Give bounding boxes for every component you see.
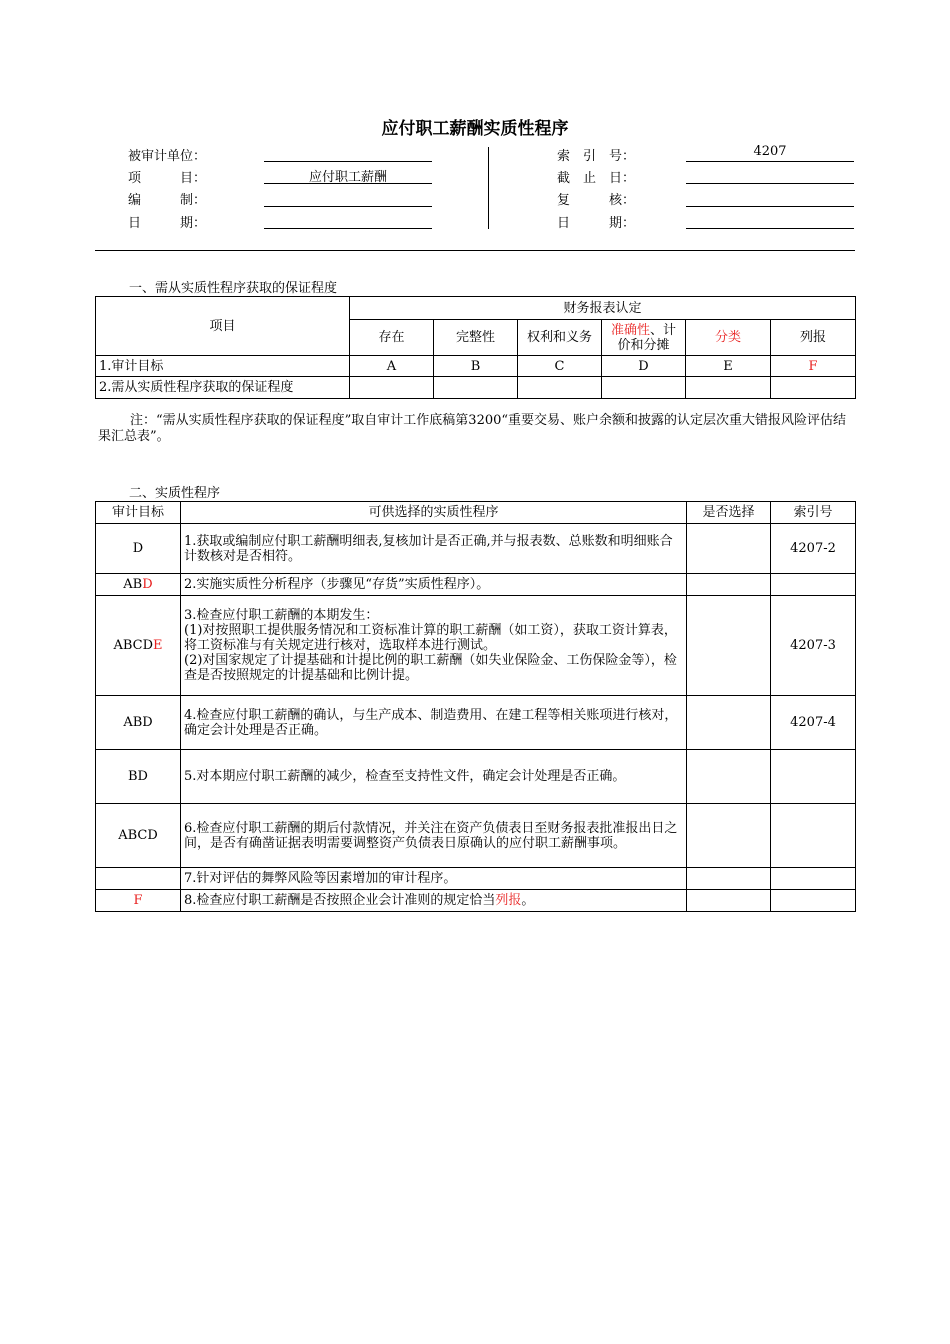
header-label-date: 日 期： — [128, 216, 207, 231]
procedure-text: 4.检查应付职工薪酬的确认，与生产成本、制造费用、在建工程等相关账项进行核对，确定会计处理是否正确。 — [181, 696, 687, 750]
select-cell[interactable] — [687, 596, 771, 696]
index-cell — [771, 890, 856, 912]
auditee-field[interactable] — [264, 144, 432, 162]
procedure-text: 2.实施实质性分析程序（步骤见“存货”实质性程序）。 — [181, 574, 687, 596]
col-presentation: 列报 — [771, 320, 856, 356]
row-objective — [96, 574, 181, 596]
table-row — [96, 750, 856, 804]
objective-text: D — [132, 541, 144, 556]
assurance-cell[interactable] — [434, 377, 518, 399]
procedure-text — [181, 890, 687, 912]
index-cell — [771, 750, 856, 804]
item-header: 项目 — [96, 297, 350, 356]
row-objective — [96, 596, 181, 696]
col-accuracy — [602, 320, 686, 356]
table-row — [96, 890, 856, 912]
table-row — [96, 596, 856, 696]
procedures-table — [95, 501, 856, 912]
table-row — [96, 574, 856, 596]
section1-title: 一、需从实质性程序获取的保证程度 — [129, 281, 338, 296]
header-label-cutoff: 截 止 日： — [557, 171, 636, 186]
objective-text: AB — [123, 577, 143, 592]
preparer-field[interactable] — [264, 189, 432, 207]
objective-text: ABCD — [118, 828, 158, 843]
row-audit-objective-label: 1.审计目标 — [96, 356, 350, 377]
accuracy-red-label: 准确性 — [610, 322, 650, 338]
index-cell — [771, 574, 856, 596]
header-label-item: 项 目： — [128, 171, 207, 186]
objective-cell: C — [518, 356, 602, 377]
assurance-cell[interactable] — [350, 377, 434, 399]
assurance-table — [95, 296, 856, 399]
header-rule — [95, 250, 855, 251]
assurance-cell[interactable] — [518, 377, 602, 399]
assurance-cell[interactable] — [602, 377, 686, 399]
header-objective: 审计目标 — [96, 502, 181, 524]
procedure-text: 7.针对评估的舞弊风险等因素增加的审计程序。 — [181, 868, 687, 890]
row-objective — [96, 750, 181, 804]
header-label-index: 索 引 号： — [557, 149, 636, 164]
page-title: 应付职工薪酬实质性程序 — [381, 119, 569, 139]
header-label-review-date: 日 期： — [557, 216, 636, 231]
item-field[interactable]: 应付职工薪酬 — [264, 166, 432, 184]
procedure-main-text: 8.检查应付职工薪酬是否按照企业会计准则的规定恰当 — [184, 893, 496, 908]
assertions-header: 财务报表认定 — [350, 297, 856, 320]
col-rights: 权利和义务 — [518, 320, 602, 356]
index-cell: 4207-3 — [771, 596, 856, 696]
prepare-date-field[interactable] — [264, 211, 432, 229]
cutoff-date-field[interactable] — [686, 166, 854, 184]
procedure-text: 6.检查应付职工薪酬的期后付款情况，并关注在资产负债表日至财务报表批准报出日之间，是否有确凿证据表明需要调整资产负债表日原确认的应付职工薪酬事项。 — [181, 804, 687, 868]
procedure-text: 1.获取或编制应付职工薪酬明细表,复核加计是否正确,并与报表数、总账数和明细账合计数核对是否相符。 — [181, 524, 687, 574]
review-date-field[interactable] — [686, 211, 854, 229]
select-cell[interactable] — [687, 524, 771, 574]
select-cell[interactable] — [687, 574, 771, 596]
index-cell: 4207-4 — [771, 696, 856, 750]
col-completeness: 完整性 — [434, 320, 518, 356]
select-cell[interactable] — [687, 890, 771, 912]
select-cell[interactable] — [687, 868, 771, 890]
header-selected: 是否选择 — [687, 502, 771, 524]
row-objective — [96, 524, 181, 574]
accuracy-label: 、计价和分摊 — [617, 322, 677, 353]
row-objective — [96, 868, 181, 890]
col-classification: 分类 — [686, 320, 771, 356]
procedure-text: 3.检查应付职工薪酬的本期发生： (1)对按照职工提供服务情况和工资标准计算的职工薪酬（如工资），获取工资计算表，将工资标准与有关规定进行核对，选取样本进行测试。 (2)对国家规定了计提基础和计提比例的职工薪酬（如失业保险金、工伤保险金等），检查是否按照规定的计提基础和比例计提。 — [181, 596, 687, 696]
procedure-tail-text: 。 — [521, 893, 535, 908]
assurance-cell[interactable] — [771, 377, 856, 399]
header-index: 索引号 — [771, 502, 856, 524]
col-existence: 存在 — [350, 320, 434, 356]
header-label-reviewer: 复 核： — [557, 193, 636, 208]
objective-cell: F — [771, 356, 856, 377]
index-cell: 4207-2 — [771, 524, 856, 574]
header-procedures: 可供选择的实质性程序 — [181, 502, 687, 524]
row-objective — [96, 696, 181, 750]
section1-note: 注：“需从实质性程序获取的保证程度”取自审计工作底稿第3200“重要交易、账户余额和披露的认定层次重大错报风险评估结果汇总表”。 — [98, 413, 847, 444]
objective-red-text: F — [133, 893, 143, 908]
select-cell[interactable] — [687, 750, 771, 804]
procedure-text: 5.对本期应付职工薪酬的减少，检查至支持性文件，确定会计处理是否正确。 — [181, 750, 687, 804]
header-label-auditee: 被审计单位： — [128, 149, 207, 164]
section2-title: 二、实质性程序 — [129, 486, 221, 501]
objective-cell: B — [434, 356, 518, 377]
procedure-red-text: 列报 — [495, 893, 522, 908]
objective-cell: A — [350, 356, 434, 377]
objective-text: ABCD — [113, 638, 154, 653]
reviewer-field[interactable] — [686, 189, 854, 207]
assurance-cell[interactable] — [686, 377, 771, 399]
table-row — [96, 804, 856, 868]
header-label-preparer: 编 制： — [128, 193, 207, 208]
table-row — [96, 524, 856, 574]
row-objective — [96, 804, 181, 868]
table-row — [96, 696, 856, 750]
objective-cell: D — [602, 356, 686, 377]
index-number-field[interactable]: 4207 — [686, 144, 854, 162]
index-cell — [771, 868, 856, 890]
objective-red-text: D — [142, 577, 153, 592]
row-objective — [96, 890, 181, 912]
row-assurance-label: 2.需从实质性程序获取的保证程度 — [96, 377, 350, 399]
table-row — [96, 868, 856, 890]
header-divider — [488, 147, 489, 229]
objective-red-text: E — [153, 638, 163, 653]
select-cell[interactable] — [687, 696, 771, 750]
select-cell[interactable] — [687, 804, 771, 868]
objective-text: BD — [128, 769, 148, 784]
objective-cell: E — [686, 356, 771, 377]
index-cell — [771, 804, 856, 868]
objective-text: ABD — [123, 715, 153, 730]
